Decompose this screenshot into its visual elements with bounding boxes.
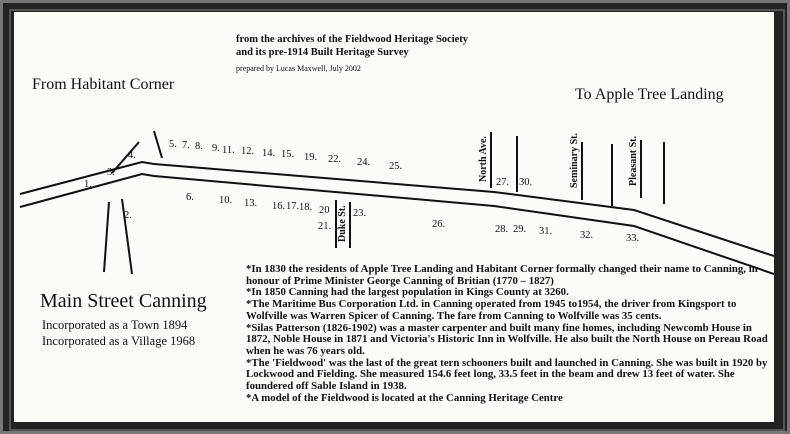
lot-number: 5. xyxy=(169,139,177,150)
note: *Silas Patterson (1826-1902) was a master carpenter and built many fine homes, including Newcomb House in 1872, Noble House in 1871 and Victoria's Historic Inn in Wolfville. He also built the North House on Pereau Road when he was 76 years old. xyxy=(246,321,768,357)
lot-number: 29. xyxy=(513,224,527,235)
lot-number: 25. xyxy=(389,161,403,172)
lot-number: 2. xyxy=(124,210,132,221)
lot-number: 10. xyxy=(219,195,233,206)
lot-number: 7. xyxy=(182,140,190,151)
archive-credit-line-2: and its pre-1914 Built Heritage Survey xyxy=(236,47,409,58)
note: *A model of the Fieldwood is located at the Canning Heritage Centre xyxy=(246,391,563,404)
lot-number: 26. xyxy=(432,219,446,230)
note: *In 1830 the residents of Apple Tree Landing and Habitant Corner formally changed their name to Canning, in honour of Prime Minister George Canning of Britian (1770 – 1827) xyxy=(246,263,758,287)
street-label-north-ave: North Ave. xyxy=(478,136,489,182)
habitant-road-east-edge xyxy=(154,131,162,158)
lot-number: 24. xyxy=(357,157,371,168)
lot-number: 32. xyxy=(580,230,594,241)
lot-number: 27. xyxy=(496,177,510,188)
prepared-by-line: prepared by Lucas Maxwell, July 2002 xyxy=(236,64,361,73)
street-label-duke: Duke St. xyxy=(337,205,348,242)
street-label-pleasant: Pleasant St. xyxy=(628,136,639,186)
lot-number: 18. xyxy=(299,202,313,213)
lot-number: 20 xyxy=(319,205,330,216)
street-label-seminary: Seminary St. xyxy=(569,133,580,188)
south-road-west-edge xyxy=(104,202,109,272)
lot-number: 11. xyxy=(222,145,235,156)
note: *The 'Fieldwood' was the last of the great tern schooners built and launched in Canning. She was built in 1920 by Lockwood and Fielding. She measured 154.6 feet long, 33.5 feet in the beam and drew 13 feet of water. She foundered off Sable Island in 1938. xyxy=(246,356,768,393)
main-street-south-edge xyxy=(20,174,774,274)
lot-number: 21. xyxy=(318,221,332,232)
lot-number: 6. xyxy=(186,192,194,203)
lot-number: 19. xyxy=(304,152,318,163)
place-label-habitant: From Habitant Corner xyxy=(32,76,175,93)
note: *The Maritime Bus Corporation Ltd. in Canning operated from 1945 to1954, the driver from Kingsport to Wolfville was Warren Spicer of Canning. The fare from Canning to Wolfville was 35 cents. xyxy=(246,298,737,322)
lot-number: 15. xyxy=(281,149,295,160)
lot-number: 12. xyxy=(241,146,255,157)
map-title: Main Street Canning xyxy=(40,290,207,312)
lot-number: 16. xyxy=(272,201,286,212)
lot-number: 28. xyxy=(495,224,509,235)
lot-number: 33. xyxy=(626,233,640,244)
place-label-apple-tree: To Apple Tree Landing xyxy=(575,86,724,103)
lot-number: 8. xyxy=(195,141,203,152)
archive-credit-line-1: from the archives of the Fieldwood Heritage Society xyxy=(236,34,469,45)
lot-number: 13. xyxy=(244,198,258,209)
lot-number: 3. xyxy=(107,167,115,178)
lot-number: 4. xyxy=(128,150,136,161)
incorporated-town: Incorporated as a Town 1894 xyxy=(42,318,188,332)
lot-number: 30. xyxy=(519,177,533,188)
lot-number: 23. xyxy=(353,208,367,219)
lot-number: 17. xyxy=(286,201,300,212)
historical-notes xyxy=(246,264,770,404)
lot-number: 9. xyxy=(212,143,220,154)
incorporated-village: Incorporated as a Village 1968 xyxy=(42,334,196,348)
lot-number: 22. xyxy=(328,154,342,165)
lot-number: 14. xyxy=(262,148,276,159)
lot-number: 1. xyxy=(84,179,92,190)
note: *In 1850 Canning had the largest population in Kings County at 3260. xyxy=(246,286,569,299)
lot-number: 31. xyxy=(539,226,553,237)
heritage-map-sheet xyxy=(14,12,774,422)
